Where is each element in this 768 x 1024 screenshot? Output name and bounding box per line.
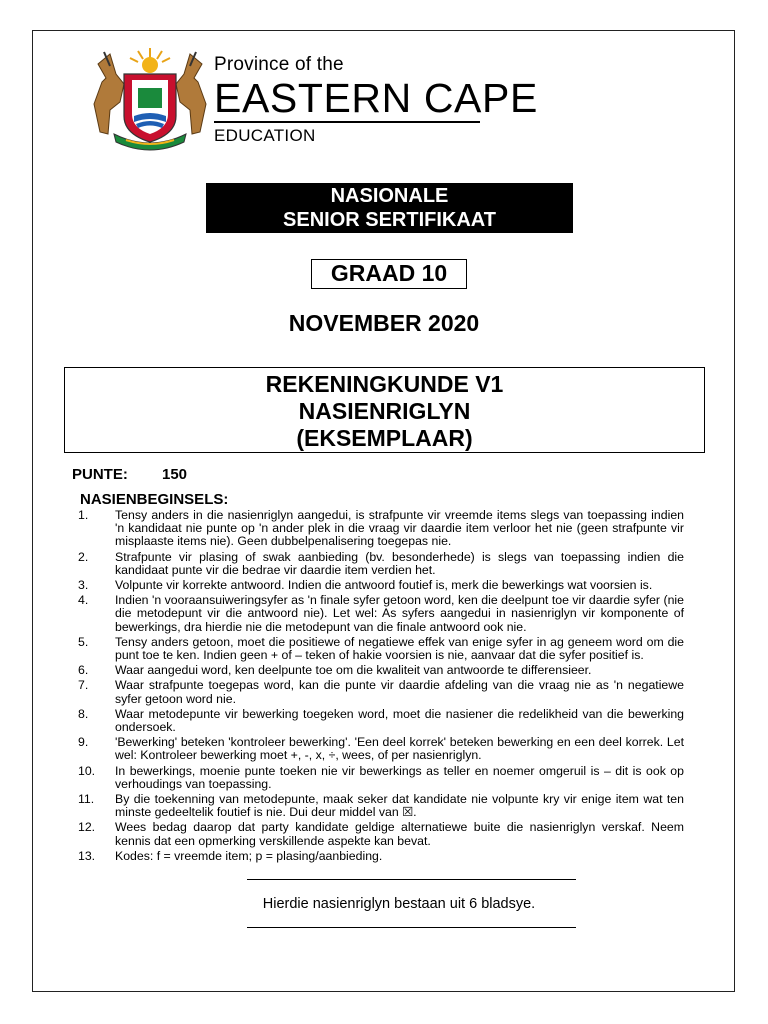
- item-text: Wees bedag daarop dat party kandidate geldige alternatiewe buite die nasienriglyn verskaf. Neem kennis dat een opmerking verskillende aspekte kan bevat.: [115, 820, 684, 848]
- marks-value: 150: [162, 466, 188, 483]
- item-number: 11.: [78, 792, 95, 807]
- item-number: 7.: [78, 678, 89, 693]
- item-number: 8.: [78, 706, 89, 721]
- item-text: Indien 'n vooraansuiweringsyfer as 'n finale syfer getoon word, ken die deelpunt toe vir daardie syfer (nie die metodepunt vir die antwoord nie). Let wel: As syfers aangedui in nasienriglyn vir komponente of bewerkings, dra hierdie nie die metodepunt van die finale antwoord ook nie.: [115, 593, 684, 634]
- list-item: [72, 636, 684, 662]
- list-item: [72, 594, 684, 634]
- province-name: EASTERN CAPE: [214, 75, 538, 121]
- item-text: Tensy anders getoon, moet die positiewe of negatiewe effek van enige syfer in ag geneem word om die punt toe te ken. Indien geen + of – teken of hakie voorsien is nie, aanvaar dat die syfer positief is.: [115, 634, 684, 663]
- list-item: [72, 821, 684, 847]
- department-name: EDUCATION: [214, 126, 316, 145]
- wordmark-divider: [214, 121, 480, 123]
- certificate-title-line2: SENIOR SERTIFIKAAT: [283, 209, 496, 231]
- list-item: [72, 850, 684, 863]
- item-text: Kodes: f = vreemde item; p = plasing/aanbieding.: [115, 848, 383, 863]
- subject-line2: NASIENRIGLYN: [298, 398, 471, 424]
- list-item: [72, 679, 684, 705]
- list-item: [72, 708, 684, 734]
- item-text: Volpunte vir korrekte antwoord. Indien die antwoord foutief is, merk die bewerkings wat voorsien is.: [115, 578, 653, 593]
- item-number: 9.: [78, 735, 89, 750]
- item-number: 1.: [78, 508, 89, 522]
- item-text: Waar metodepunte vir bewerking toegeken word, moet die nasiener die redelikheid van die bewerking ondersoek.: [115, 706, 684, 735]
- exam-date: NOVEMBER 2020: [288, 310, 480, 336]
- grade-box: GRAAD 10: [311, 259, 467, 289]
- subject-line3: (EKSEMPLAAR): [296, 425, 473, 451]
- list-item: [72, 736, 684, 762]
- marks-label: PUNTE:: [72, 466, 128, 483]
- list-item: [72, 793, 684, 819]
- certificate-title-line1: NASIONALE: [330, 185, 449, 207]
- footer-rule-bottom: [247, 927, 576, 928]
- page-count-note: Hierdie nasienriglyn bestaan uit 6 bladsye.: [262, 896, 536, 912]
- item-text: In bewerkings, moenie punte toeken nie vir bewerkings as teller en noemer omgeruil is – dit is ook op verhoudings van toepassing.: [115, 763, 684, 791]
- list-item: [72, 579, 684, 592]
- province-line: Province of the: [214, 54, 344, 75]
- footer-rule-top: [247, 879, 576, 880]
- total-marks: [72, 466, 188, 483]
- item-number: 13.: [78, 848, 96, 863]
- coat-of-arms-logo: [80, 44, 220, 152]
- item-number: 6.: [78, 663, 89, 678]
- marking-principles-list: [72, 509, 684, 865]
- item-text: Tensy anders in die nasienriglyn aangedui, is strafpunte vir vreemde items slegs van toepassing indien 'n kandidaat nie punte op 'n ander plek in die vraag vir daardie item verloor het nie (geen strafpunte vir misplaaste items nie). Geen dubbelpenalisering toegepas nie.: [115, 508, 684, 549]
- item-number: 4.: [78, 593, 89, 608]
- subject-line1: REKENINGKUNDE V1: [265, 371, 504, 397]
- item-text: 'Bewerking' beteken 'kontroleer bewerking'. 'Een deel korrek' beteken bewerking en een deel korrek. Let wel: Kontroleer bewerking moet +, -, x, ÷, wees, of per nasienriglyn.: [115, 735, 684, 763]
- item-text: By die toekenning van metodepunte, maak seker dat kandidate nie volpunte kry vir enige item wat ten minste gedeeltelik foutief is nie. Dui deur middel van ☒.: [115, 792, 684, 820]
- list-item: [72, 664, 684, 677]
- principles-heading: NASIENBEGINSELS:: [80, 491, 229, 508]
- item-number: 5.: [78, 634, 89, 649]
- item-text: Strafpunte vir plasing of swak aanbieding (bv. besonderhede) is slegs van toepassing indien die kandidaat punte vir die bedrae vir daardie item verdien het.: [115, 549, 684, 577]
- certificate-title-box: [206, 183, 573, 233]
- item-number: 12.: [78, 820, 96, 835]
- item-number: 2.: [78, 549, 89, 564]
- list-item: [72, 509, 684, 549]
- list-item: [72, 765, 684, 791]
- item-number: 10.: [78, 763, 96, 778]
- item-text: Waar strafpunte toegepas word, kan die punte vir daardie afdeling van die vraag nie as 'n negatiewe syfer getoon word nie.: [115, 678, 684, 706]
- list-item: [72, 551, 684, 577]
- subject-box: [64, 367, 705, 453]
- item-number: 3.: [78, 578, 89, 593]
- item-text: Waar aangedui word, ken deelpunte toe om die kwaliteit van antwoorde te differensieer.: [115, 663, 592, 678]
- department-wordmark: [214, 54, 538, 145]
